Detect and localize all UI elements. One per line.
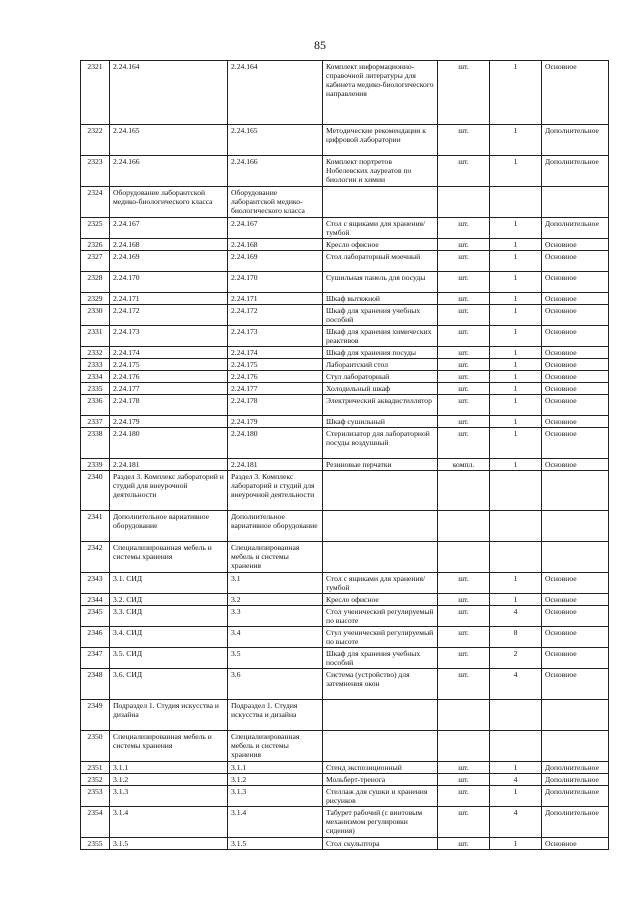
description-cell	[323, 542, 438, 573]
description-cell: Резиновые перчатки	[323, 459, 438, 471]
item-name-cell: 2.24.170	[228, 272, 323, 293]
quantity-cell: 1	[490, 156, 542, 187]
quantity-cell: 1	[490, 383, 542, 395]
description-cell: Стол с ящиками для хранения/тумбой	[323, 218, 438, 239]
type-cell: Дополнительное	[542, 156, 609, 187]
item-code-cell: 3.1.3	[110, 786, 228, 807]
type-cell: Основное	[542, 359, 609, 371]
unit-cell: шт.	[438, 669, 490, 700]
item-code-cell: Оборудование лаборантской медико-биологического класса	[110, 187, 228, 218]
unit-cell: шт.	[438, 786, 490, 807]
table-row	[81, 731, 609, 762]
item-name-cell: 3.1.2	[228, 774, 323, 786]
quantity-cell	[490, 511, 542, 542]
unit-cell: шт.	[438, 293, 490, 305]
table-row	[81, 272, 609, 293]
table-row	[81, 293, 609, 305]
type-cell: Дополнительное	[542, 218, 609, 239]
table-row	[81, 648, 609, 669]
item-name-cell: Специализированная мебель и системы хранения	[228, 731, 323, 762]
description-cell: Холодильный шкаф	[323, 383, 438, 395]
item-name-cell: 2.24.180	[228, 428, 323, 459]
row-number-cell: 2325	[81, 218, 110, 239]
item-name-cell: 2.24.181	[228, 459, 323, 471]
type-cell: Основное	[542, 606, 609, 627]
item-name-cell: 2.24.164	[228, 61, 323, 125]
table-row	[81, 762, 609, 774]
row-number-cell: 2347	[81, 648, 110, 669]
row-number-cell: 2339	[81, 459, 110, 471]
description-cell: Табурет рабочий (с винтовым механизмом регулировки сидения)	[323, 807, 438, 838]
item-name-cell: 2.24.172	[228, 305, 323, 326]
table-row	[81, 383, 609, 395]
item-code-cell: 2.24.170	[110, 272, 228, 293]
item-code-cell: 2.24.176	[110, 371, 228, 383]
item-name-cell: 2.24.179	[228, 416, 323, 428]
row-number-cell: 2328	[81, 272, 110, 293]
item-code-cell: 2.24.169	[110, 251, 228, 272]
table-row	[81, 511, 609, 542]
item-name-cell: 2.24.178	[228, 395, 323, 416]
type-cell: Основное	[542, 395, 609, 416]
description-cell: Стол лабораторный моечный	[323, 251, 438, 272]
table-row	[81, 395, 609, 416]
quantity-cell	[490, 471, 542, 511]
quantity-cell: 1	[490, 762, 542, 774]
item-code-cell: 3.1.2	[110, 774, 228, 786]
description-cell: Стол с ящиками для хранения/тумбой	[323, 573, 438, 594]
item-code-cell: 2.24.167	[110, 218, 228, 239]
unit-cell: шт.	[438, 762, 490, 774]
type-cell: Дополнительное	[542, 125, 609, 156]
type-cell: Основное	[542, 648, 609, 669]
item-name-cell: Оборудование лаборантской медико-биологического класса	[228, 187, 323, 218]
row-number-cell: 2335	[81, 383, 110, 395]
row-number-cell: 2331	[81, 326, 110, 347]
row-number-cell: 2353	[81, 786, 110, 807]
row-number-cell: 2323	[81, 156, 110, 187]
table-row	[81, 774, 609, 786]
type-cell: Основное	[542, 293, 609, 305]
item-name-cell: 2.24.168	[228, 239, 323, 251]
table-row	[81, 542, 609, 573]
item-code-cell: 2.24.172	[110, 305, 228, 326]
item-code-cell: 3.1. СИД	[110, 573, 228, 594]
type-cell: Основное	[542, 627, 609, 648]
description-cell	[323, 731, 438, 762]
unit-cell: шт.	[438, 383, 490, 395]
type-cell: Дополнительное	[542, 762, 609, 774]
type-cell	[542, 731, 609, 762]
table-row	[81, 326, 609, 347]
unit-cell	[438, 471, 490, 511]
item-code-cell: 2.24.175	[110, 359, 228, 371]
description-cell: Шкаф для хранения учебных пособий	[323, 648, 438, 669]
description-cell	[323, 511, 438, 542]
table-row	[81, 347, 609, 359]
type-cell	[542, 471, 609, 511]
type-cell: Основное	[542, 416, 609, 428]
quantity-cell: 1	[490, 573, 542, 594]
table-row	[81, 371, 609, 383]
row-number-cell: 2350	[81, 731, 110, 762]
table-row	[81, 594, 609, 606]
quantity-cell: 1	[490, 594, 542, 606]
description-cell: Шкаф сушильный	[323, 416, 438, 428]
description-cell: Методические рекомендации к цифровой лаборатории	[323, 125, 438, 156]
item-name-cell: 2.24.177	[228, 383, 323, 395]
type-cell: Основное	[542, 838, 609, 850]
unit-cell: шт.	[438, 807, 490, 838]
item-name-cell: 3.1.4	[228, 807, 323, 838]
table-row	[81, 359, 609, 371]
description-cell	[323, 700, 438, 731]
type-cell: Основное	[542, 347, 609, 359]
quantity-cell: 1	[490, 305, 542, 326]
quantity-cell: 2	[490, 648, 542, 669]
item-code-cell: 3.1.1	[110, 762, 228, 774]
table-row	[81, 61, 609, 125]
quantity-cell: 4	[490, 606, 542, 627]
unit-cell: шт.	[438, 416, 490, 428]
description-cell: Шкаф для хранения посуды	[323, 347, 438, 359]
type-cell: Основное	[542, 428, 609, 459]
item-name-cell: 3.6	[228, 669, 323, 700]
unit-cell: шт.	[438, 428, 490, 459]
item-code-cell: 3.6. СИД	[110, 669, 228, 700]
unit-cell	[438, 731, 490, 762]
row-number-cell: 2345	[81, 606, 110, 627]
item-name-cell: Специализированная мебель и системы хранения	[228, 542, 323, 573]
item-code-cell: 2.24.181	[110, 459, 228, 471]
table-row	[81, 627, 609, 648]
unit-cell	[438, 187, 490, 218]
table-row	[81, 305, 609, 326]
row-number-cell: 2338	[81, 428, 110, 459]
unit-cell: шт.	[438, 838, 490, 850]
unit-cell: шт.	[438, 305, 490, 326]
row-number-cell: 2346	[81, 627, 110, 648]
quantity-cell	[490, 542, 542, 573]
item-name-cell: Раздел 3. Комплекс лабораторий и студий для внеурочной деятельности	[228, 471, 323, 511]
item-code-cell: 2.24.166	[110, 156, 228, 187]
item-name-cell: 2.24.165	[228, 125, 323, 156]
quantity-cell: 1	[490, 786, 542, 807]
quantity-cell: 1	[490, 326, 542, 347]
item-name-cell: 3.1.1	[228, 762, 323, 774]
quantity-cell: 4	[490, 807, 542, 838]
description-cell	[323, 187, 438, 218]
table-row	[81, 218, 609, 239]
unit-cell	[438, 511, 490, 542]
item-name-cell: 2.24.169	[228, 251, 323, 272]
unit-cell: шт.	[438, 61, 490, 125]
quantity-cell	[490, 700, 542, 731]
description-cell: Электрический аквадистиллятор	[323, 395, 438, 416]
item-name-cell: Подраздел 1. Студия искусства и дизайна	[228, 700, 323, 731]
item-code-cell: 2.24.174	[110, 347, 228, 359]
table-row	[81, 187, 609, 218]
item-name-cell: 3.1.3	[228, 786, 323, 807]
table-row	[81, 251, 609, 272]
table-row	[81, 471, 609, 511]
unit-cell: шт.	[438, 347, 490, 359]
item-name-cell: 3.5	[228, 648, 323, 669]
quantity-cell: 1	[490, 347, 542, 359]
row-number-cell: 2321	[81, 61, 110, 125]
unit-cell: шт.	[438, 774, 490, 786]
row-number-cell: 2322	[81, 125, 110, 156]
description-cell: Кресло офисное	[323, 594, 438, 606]
unit-cell: шт.	[438, 156, 490, 187]
item-code-cell: Подраздел 1. Студия искусства и дизайна	[110, 700, 228, 731]
item-name-cell: 2.24.176	[228, 371, 323, 383]
item-name-cell: 3.1.5	[228, 838, 323, 850]
unit-cell: шт.	[438, 573, 490, 594]
item-code-cell: Раздел 3. Комплекс лабораторий и студий для внеурочной деятельности	[110, 471, 228, 511]
item-name-cell: 3.1	[228, 573, 323, 594]
type-cell: Основное	[542, 371, 609, 383]
item-code-cell: 3.4. СИД	[110, 627, 228, 648]
row-number-cell: 2352	[81, 774, 110, 786]
item-code-cell: 2.24.168	[110, 239, 228, 251]
quantity-cell: 8	[490, 627, 542, 648]
table-row	[81, 669, 609, 700]
description-cell: Шкаф вытяжной	[323, 293, 438, 305]
unit-cell: шт.	[438, 251, 490, 272]
item-name-cell: Дополнительное вариативное оборудование	[228, 511, 323, 542]
page-number: 85	[314, 38, 326, 52]
description-cell	[323, 471, 438, 511]
quantity-cell: 1	[490, 416, 542, 428]
item-code-cell: 3.5. СИД	[110, 648, 228, 669]
type-cell: Основное	[542, 573, 609, 594]
unit-cell: шт.	[438, 395, 490, 416]
row-number-cell: 2355	[81, 838, 110, 850]
unit-cell: шт.	[438, 359, 490, 371]
quantity-cell: 1	[490, 251, 542, 272]
item-code-cell: 3.1.5	[110, 838, 228, 850]
quantity-cell: 1	[490, 125, 542, 156]
item-code-cell: 2.24.173	[110, 326, 228, 347]
item-code-cell: 3.1.4	[110, 807, 228, 838]
unit-cell: шт.	[438, 218, 490, 239]
type-cell: Основное	[542, 383, 609, 395]
description-cell: Стеллаж для сушки и хранения рисунков	[323, 786, 438, 807]
description-cell: Стенд экспозиционный	[323, 762, 438, 774]
quantity-cell	[490, 731, 542, 762]
description-cell: Кресло офисное	[323, 239, 438, 251]
type-cell	[542, 187, 609, 218]
row-number-cell: 2342	[81, 542, 110, 573]
quantity-cell: 1	[490, 838, 542, 850]
table-row	[81, 239, 609, 251]
type-cell: Основное	[542, 326, 609, 347]
unit-cell: шт.	[438, 239, 490, 251]
row-number-cell: 2334	[81, 371, 110, 383]
row-number-cell: 2330	[81, 305, 110, 326]
type-cell	[542, 511, 609, 542]
item-code-cell: 2.24.171	[110, 293, 228, 305]
unit-cell: шт.	[438, 648, 490, 669]
quantity-cell: 1	[490, 359, 542, 371]
unit-cell: шт.	[438, 627, 490, 648]
description-cell: Мольберт-тренога	[323, 774, 438, 786]
description-cell: Комплект портретов Нобелевских лауреатов по биологии и химии	[323, 156, 438, 187]
unit-cell	[438, 542, 490, 573]
item-name-cell: 2.24.173	[228, 326, 323, 347]
unit-cell	[438, 700, 490, 731]
unit-cell: шт.	[438, 326, 490, 347]
row-number-cell: 2329	[81, 293, 110, 305]
row-number-cell: 2340	[81, 471, 110, 511]
quantity-cell: 1	[490, 61, 542, 125]
item-code-cell: 2.24.164	[110, 61, 228, 125]
item-name-cell: 3.4	[228, 627, 323, 648]
table-row	[81, 459, 609, 471]
item-name-cell: 3.3	[228, 606, 323, 627]
item-code-cell: 2.24.178	[110, 395, 228, 416]
type-cell: Основное	[542, 669, 609, 700]
description-cell: Комплект информационно-справочной литературы для кабинета медико-биологического направления	[323, 61, 438, 125]
description-cell: Стол скульптора	[323, 838, 438, 850]
row-number-cell: 2343	[81, 573, 110, 594]
description-cell: Система (устройство) для затемнения окон	[323, 669, 438, 700]
item-name-cell: 2.24.174	[228, 347, 323, 359]
table-row	[81, 786, 609, 807]
item-name-cell: 2.24.171	[228, 293, 323, 305]
equipment-table	[80, 60, 609, 850]
unit-cell: шт.	[438, 125, 490, 156]
type-cell: Основное	[542, 61, 609, 125]
type-cell: Основное	[542, 272, 609, 293]
quantity-cell: 4	[490, 774, 542, 786]
row-number-cell: 2341	[81, 511, 110, 542]
type-cell: Дополнительное	[542, 774, 609, 786]
row-number-cell: 2324	[81, 187, 110, 218]
type-cell	[542, 542, 609, 573]
item-code-cell: Специализированная мебель и системы хранения	[110, 731, 228, 762]
quantity-cell: 1	[490, 239, 542, 251]
item-code-cell: 3.3. СИД	[110, 606, 228, 627]
quantity-cell: 1	[490, 395, 542, 416]
row-number-cell: 2351	[81, 762, 110, 774]
row-number-cell: 2336	[81, 395, 110, 416]
type-cell: Основное	[542, 594, 609, 606]
description-cell: Шкаф для хранения учебных пособий	[323, 305, 438, 326]
unit-cell: шт.	[438, 594, 490, 606]
row-number-cell: 2354	[81, 807, 110, 838]
type-cell	[542, 700, 609, 731]
unit-cell: шт.	[438, 606, 490, 627]
unit-cell: компл.	[438, 459, 490, 471]
table-row	[81, 125, 609, 156]
item-code-cell: Дополнительное вариативное оборудование	[110, 511, 228, 542]
item-code-cell: 2.24.165	[110, 125, 228, 156]
table-row	[81, 838, 609, 850]
row-number-cell: 2344	[81, 594, 110, 606]
row-number-cell: 2349	[81, 700, 110, 731]
table-row	[81, 807, 609, 838]
unit-cell: шт.	[438, 272, 490, 293]
description-cell: Стерилизатор для лабораторной посуды воздушный	[323, 428, 438, 459]
item-name-cell: 2.24.166	[228, 156, 323, 187]
type-cell: Основное	[542, 239, 609, 251]
description-cell: Лаборантский стол	[323, 359, 438, 371]
type-cell: Основное	[542, 459, 609, 471]
table-row	[81, 416, 609, 428]
item-code-cell: 3.2. СИД	[110, 594, 228, 606]
quantity-cell: 1	[490, 293, 542, 305]
row-number-cell: 2333	[81, 359, 110, 371]
table-row	[81, 573, 609, 594]
description-cell: Стул ученический регулируемый по высоте	[323, 627, 438, 648]
table-row	[81, 156, 609, 187]
row-number-cell: 2337	[81, 416, 110, 428]
quantity-cell: 1	[490, 371, 542, 383]
quantity-cell: 1	[490, 272, 542, 293]
quantity-cell: 1	[490, 428, 542, 459]
type-cell: Дополнительное	[542, 786, 609, 807]
table-row	[81, 428, 609, 459]
quantity-cell: 1	[490, 459, 542, 471]
item-name-cell: 2.24.175	[228, 359, 323, 371]
row-number-cell: 2348	[81, 669, 110, 700]
quantity-cell: 4	[490, 669, 542, 700]
item-name-cell: 2.24.167	[228, 218, 323, 239]
table-row	[81, 606, 609, 627]
item-code-cell: 2.24.179	[110, 416, 228, 428]
description-cell: Сушильная панель для посуды	[323, 272, 438, 293]
description-cell: Шкаф для хранения химических реактивов	[323, 326, 438, 347]
item-code-cell: 2.24.177	[110, 383, 228, 395]
row-number-cell: 2327	[81, 251, 110, 272]
description-cell: Стул лабораторный	[323, 371, 438, 383]
row-number-cell: 2332	[81, 347, 110, 359]
item-code-cell: 2.24.180	[110, 428, 228, 459]
type-cell: Основное	[542, 305, 609, 326]
item-name-cell: 3.2	[228, 594, 323, 606]
type-cell: Основное	[542, 251, 609, 272]
quantity-cell: 1	[490, 218, 542, 239]
table-row	[81, 700, 609, 731]
item-code-cell: Специализированная мебель и системы хранения	[110, 542, 228, 573]
unit-cell: шт.	[438, 371, 490, 383]
type-cell: Дополнительное	[542, 807, 609, 838]
row-number-cell: 2326	[81, 239, 110, 251]
description-cell: Стол ученический регулируемый по высоте	[323, 606, 438, 627]
quantity-cell	[490, 187, 542, 218]
